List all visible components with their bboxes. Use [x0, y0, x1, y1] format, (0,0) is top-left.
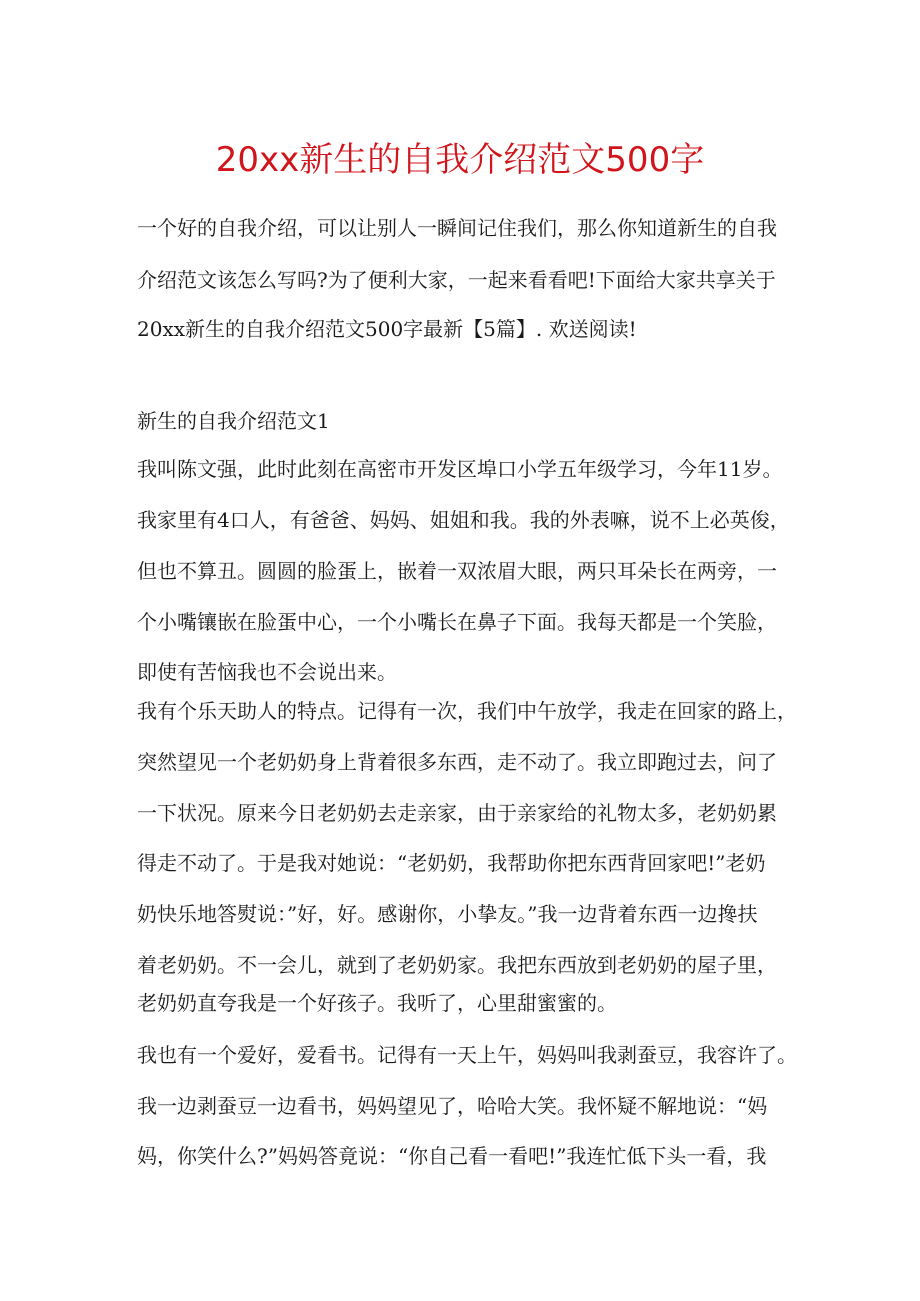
body-line: 老奶奶直夸我是一个好孩子。我听了，心里甜蜜蜜的。	[137, 991, 617, 1015]
section-heading: 新生的自我介绍范文1	[137, 409, 330, 433]
body-line: 我家里有4口人，有爸爸、妈妈、姐姐和我。我的外表嘛，说不上必英俊，	[137, 508, 790, 532]
body-line: 妈，你笑什么?”妈妈答竟说：“你自己看一看吧!”我连忙低下头一看，我	[137, 1144, 767, 1168]
body-line: 得走不动了。于是我对她说：“老奶奶，我帮助你把东西背回家吧!”老奶	[137, 851, 766, 875]
document-title: 20xx新生的自我介绍范文500字	[215, 140, 705, 180]
body-line: 我一边剥蚕豆一边看书，妈妈望见了，哈哈大笑。我怀疑不解地说：“妈	[137, 1094, 768, 1118]
body-line: 奶快乐地答熨说：”好，好。感谢你，小挚友。”我一边背着东西一边搀扶	[137, 902, 758, 926]
intro-line: 一个好的自我介绍，可以让别人一瞬间记住我们，那么你知道新生的自我	[137, 216, 777, 240]
body-line: 个小嘴镶嵌在脸蛋中心，一个小嘴长在鼻子下面。我每天都是一个笑脸，	[137, 610, 777, 634]
body-line: 我叫陈文强，此时此刻在高密市开发区埠口小学五年级学习，今年11岁。	[137, 457, 783, 481]
body-line: 我有个乐天助人的特点。记得有一次，我们中午放学，我走在回家的路上，	[137, 699, 797, 723]
intro-line: 20xx新生的自我介绍范文500字最新【5篇】. 欢送阅读!	[137, 317, 637, 341]
body-line: 但也不算丑。圆圆的脸蛋上，嵌着一双浓眉大眼，两只耳朵长在两旁，一	[137, 559, 777, 583]
body-line: 突然望见一个老奶奶身上背着很多东西，走不动了。我立即跑过去，问了	[137, 750, 777, 774]
body-line: 着老奶奶。不一会儿，就到了老奶奶家。我把东西放到老奶奶的屋子里，	[137, 953, 777, 977]
intro-line: 介绍范文该怎么写吗?为了便利大家，一起来看看吧!下面给大家共享关于	[137, 268, 776, 292]
body-line: 我也有一个爱好，爱看书。记得有一天上午，妈妈叫我剥蚕豆，我容许了。	[137, 1043, 797, 1067]
body-line: 一下状况。原来今日老奶奶去走亲家，由于亲家给的礼物太多，老奶奶累	[137, 801, 777, 825]
body-line: 即使有苦恼我也不会说出来。	[137, 660, 397, 684]
